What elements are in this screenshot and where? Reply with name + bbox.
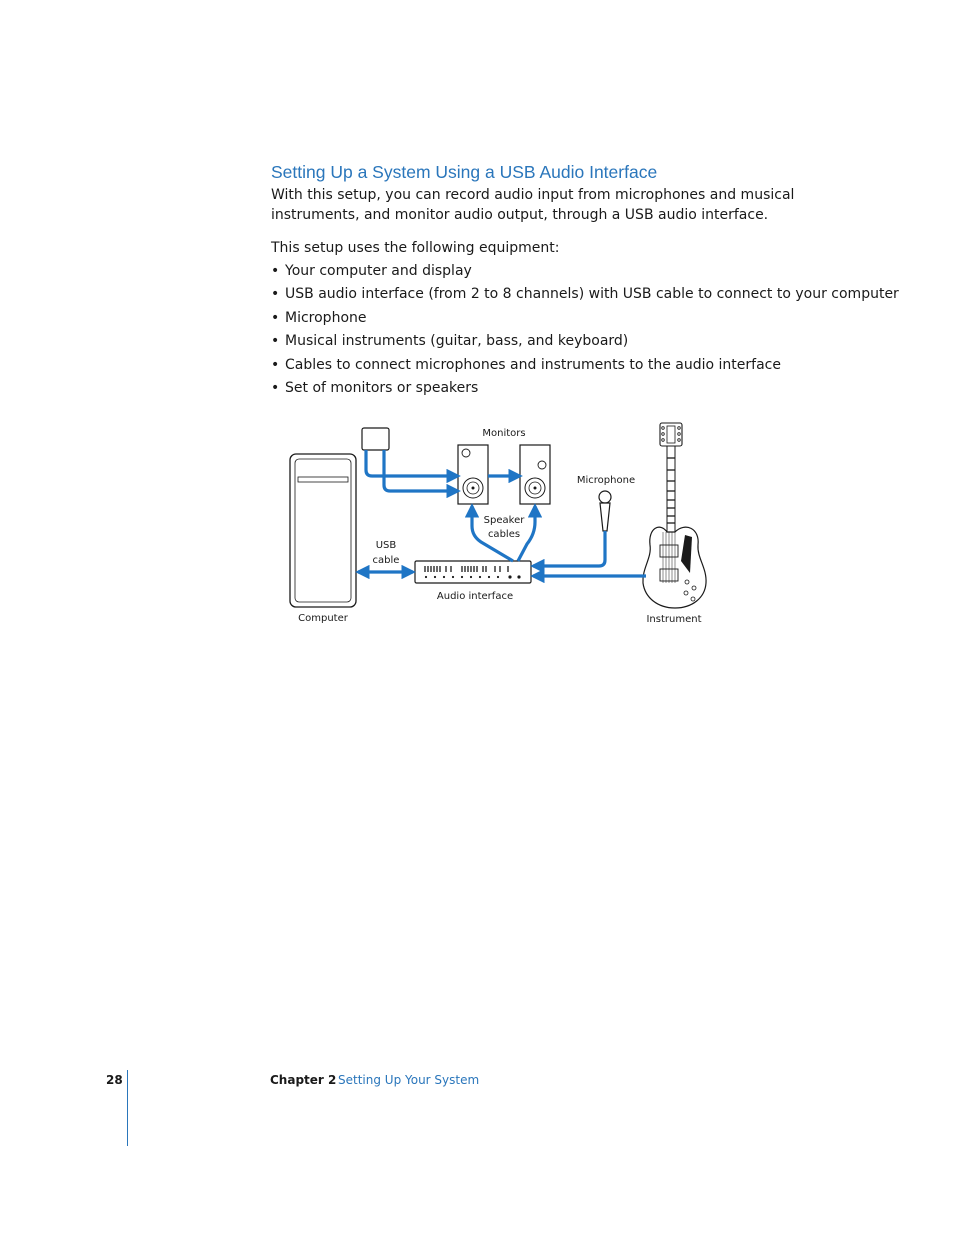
speaker-right-icon: [520, 445, 550, 504]
label-speaker-cables: cables: [487, 529, 521, 540]
speaker-left-icon: [458, 445, 488, 504]
display-to-speaker-cable: [366, 450, 458, 476]
footer-chapter-title: Setting Up Your System: [338, 1073, 480, 1087]
audio-interface-icon: [415, 561, 531, 583]
computer-tower-icon: [290, 454, 356, 607]
footer-chapter: Chapter 2: [270, 1073, 337, 1087]
bullet-icon: •: [271, 309, 280, 326]
intro-paragraph: With this setup, you can record audio input from microphones and musical instruments, and monitor audio output, through a USB audio interface.: [271, 187, 795, 223]
display-to-speaker-cable: [384, 450, 458, 491]
list-item-text: Cables to connect microphones and instruments to the audio interface: [285, 356, 781, 373]
label-computer: Computer: [298, 613, 348, 624]
display-icon: [362, 428, 389, 450]
bullet-icon: •: [271, 286, 280, 303]
page-number: 28: [106, 1073, 123, 1087]
microphone-icon: [599, 491, 611, 531]
label-usb-cable: cable: [372, 555, 400, 566]
label-microphone: Microphone: [576, 475, 636, 486]
list-item-text: Musical instruments (guitar, bass, and keyboard): [285, 333, 629, 350]
label-speaker-cables: Speaker: [483, 515, 525, 526]
label-instrument: Instrument: [646, 614, 702, 625]
label-usb-cable: USB: [375, 540, 397, 551]
bullet-icon: •: [271, 356, 280, 373]
equipment-intro: This setup uses the following equipment:: [271, 240, 560, 256]
microphone-cable: [533, 531, 605, 566]
bullet-icon: •: [271, 333, 280, 350]
section-heading: Setting Up a System Using a USB Audio Interface: [271, 162, 658, 182]
label-audio-interface: Audio interface: [436, 591, 514, 602]
guitar-icon: [643, 423, 706, 608]
list-item-text: Your computer and display: [285, 263, 472, 279]
list-item-text: USB audio interface (from 2 to 8 channels) with USB cable to connect to your computer: [285, 286, 899, 303]
bullet-icon: •: [271, 379, 280, 396]
list-item-text: Set of monitors or speakers: [285, 379, 479, 396]
bullet-icon: •: [271, 263, 280, 279]
footer-divider: [127, 1070, 128, 1146]
list-item-text: Microphone: [285, 309, 367, 326]
label-monitors: Monitors: [482, 428, 526, 439]
